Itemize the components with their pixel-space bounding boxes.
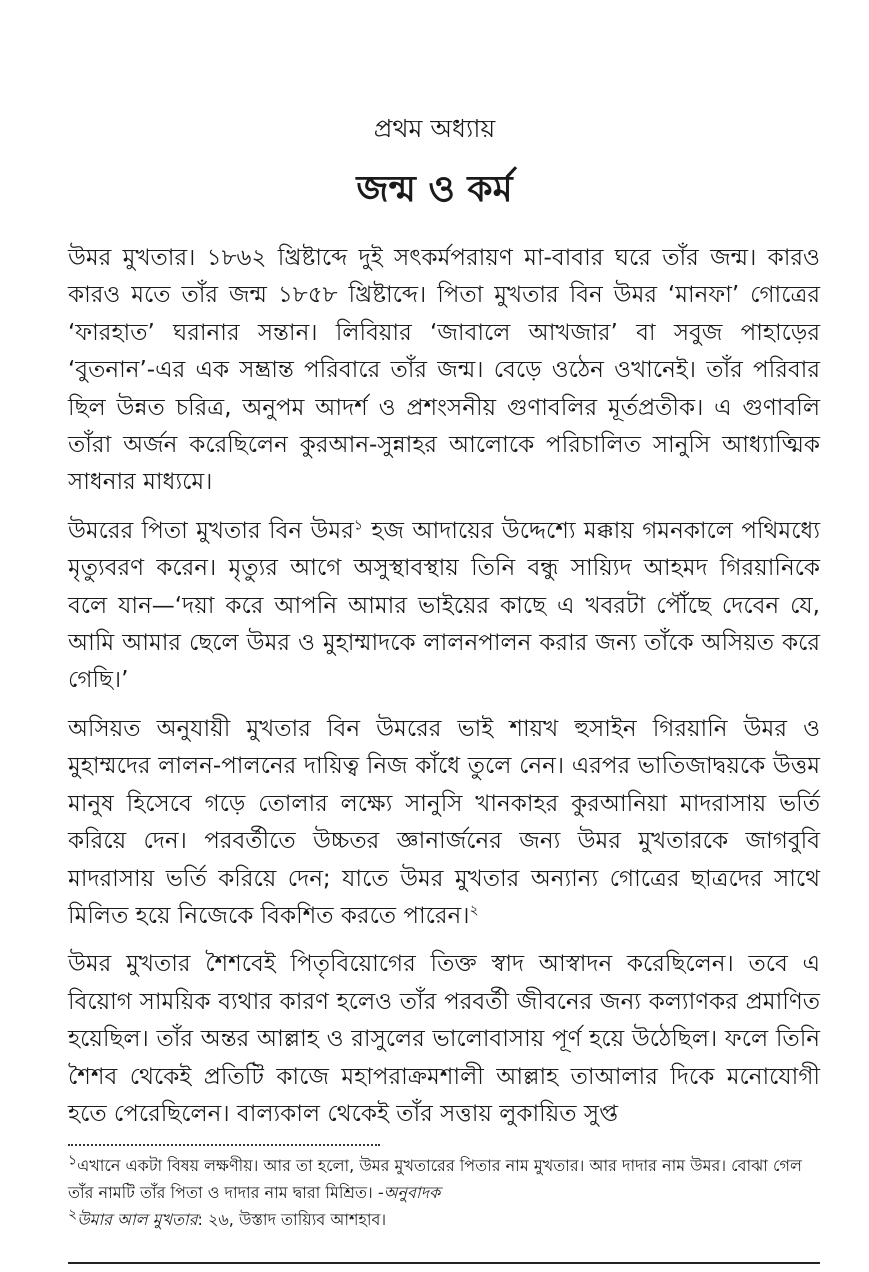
chapter-label: প্রথম অধ্যায় [373, 114, 496, 143]
paragraph-2-text-a: উমরের পিতা মুখতার বিন উমর [68, 517, 354, 544]
page-bottom-rule [68, 1262, 820, 1264]
footnote-2-source: উমার আল মুখতার [77, 1210, 198, 1229]
footnote-2-text: : ২৬, উস্তাদ তায়্যিব আশহাব। [197, 1210, 387, 1229]
paragraph-3 [68, 711, 820, 935]
footnotes [68, 1152, 820, 1233]
paragraph-2-text-b: হজ আদায়ের উদ্দেশ্যে মক্কায় গমনকালে পথিমধ্যে মৃত্যুবরণ করেন। মৃত্যুর আগে অসুস্থাবস্থায় তিনি বন্ধু সায়্যিদ আহমদ গিরয়ানিকে বলে যান—‘দয়া করে আপনি আমার ভাইয়ের কাছে এ খবরটা পৌঁছে দেবেন যে, আমি আমার ছেলে উমর ও মুহাম্মাদকে লালনপালন করার জন্য তাঁকে অসিয়ত করে গেছি।’ [68, 517, 820, 694]
footnote-separator [68, 1144, 380, 1146]
footnote-2 [68, 1206, 820, 1233]
paragraph-4: উমর মুখতার শৈশবেই পিতৃবিয়োগের তিক্ত স্বাদ আস্বাদন করেছিলেন। তবে এ বিয়োগ সাময়িক ব্যথার কারণ হলেও তাঁর পরবর্তী জীবনের জন্য কল্যাণকর প্রমাণিত হয়েছিল। তাঁর অন্তর আল্লাহ ও রাসুলের ভালোবাসায় পূর্ণ হয়ে উঠেছিল। ফলে তিনি শৈশব থেকেই প্রতিটি কাজে মহাপরাক্রমশালী আল্লাহ তাআলার দিকে মনোযোগী হতে পেরেছিলেন। বাল্যকাল থেকেই তাঁর সত্তায় লুকায়িত সুপ্ত [68, 951, 820, 1127]
chapter-title: জন্ম ও কর্ম [356, 169, 513, 210]
footnote-2-mark: ২ [68, 1206, 78, 1223]
footnote-1-note: -অনুবাদক [377, 1183, 441, 1202]
paragraph-2 [68, 513, 820, 700]
footnote-ref-1: ১ [353, 517, 363, 534]
body-text [68, 240, 820, 1144]
footnote-1-mark: ১ [68, 1152, 78, 1169]
footnote-ref-2: ২ [469, 902, 479, 919]
footnote-1 [68, 1152, 820, 1206]
footnote-1-text: এখানে একটা বিষয় লক্ষণীয়। আর তা হলো, উমর মুখতারের পিতার নাম মুখতার। আর দাদার নাম উমর। বোঝা গেল তাঁর নামটি তাঁর পিতা ও দাদার নাম দ্বারা মিশ্রিত। [68, 1156, 802, 1202]
paragraph-1: উমর মুখতার। ১৮৬২ খ্রিষ্টাব্দে দুই সৎকর্মপরায়ণ মা-বাবার ঘরে তাঁর জন্ম। কারও কারও মতে তাঁর জন্ম ১৮৫৮ খ্রিষ্টাব্দে। পিতা মুখতার বিন উমর ‘মানফা’ গোত্রের ‘ফারহাত’ ঘরানার সন্তান। লিবিয়ার ‘জাবালে আখজার’ বা সবুজ পাহাড়ের ‘বুতনান’-এর এক সম্ভ্রান্ত পরিবারে তাঁর জন্ম। বেড়ে ওঠেন ওখানেই। তাঁর পরিবার ছিল উন্নত চরিত্র, অনুপম আদর্শ ও প্রশংসনীয় গুণাবলির মূর্তপ্রতীক। এ গুণাবলি তাঁরা অর্জন করেছিলেন কুরআন-সুন্নাহর আলোকে পরিচালিত সানুসি আধ্যাত্মিক সাধনার মাধ্যমে। [68, 245, 820, 496]
paragraph-3-text: অসিয়ত অনুযায়ী মুখতার বিন উমরের ভাই শায়খ হুসাইন গিরয়ানি উমর ও মুহাম্মদের লালন-পালনের দায়িত্ব নিজ কাঁধে তুলে নেন। এরপর ভাতিজাদ্বয়কে উত্তম মানুষ হিসেবে গড়ে তোলার লক্ষ্যে সানুসি খানকাহর কুরআনিয়া মাদরাসায় ভর্তি করিয়ে দেন। পরবর্তীতে উচ্চতর জ্ঞানার্জনের জন্য উমর মুখতারকে জাগবুবি মাদরাসায় ভর্তি করিয়ে দেন; যাতে উমর মুখতার অন্যান্য গোত্রের ছাত্রদের সাথে মিলিত হয়ে নিজেকে বিকশিত করতে পারেন। [68, 715, 820, 929]
